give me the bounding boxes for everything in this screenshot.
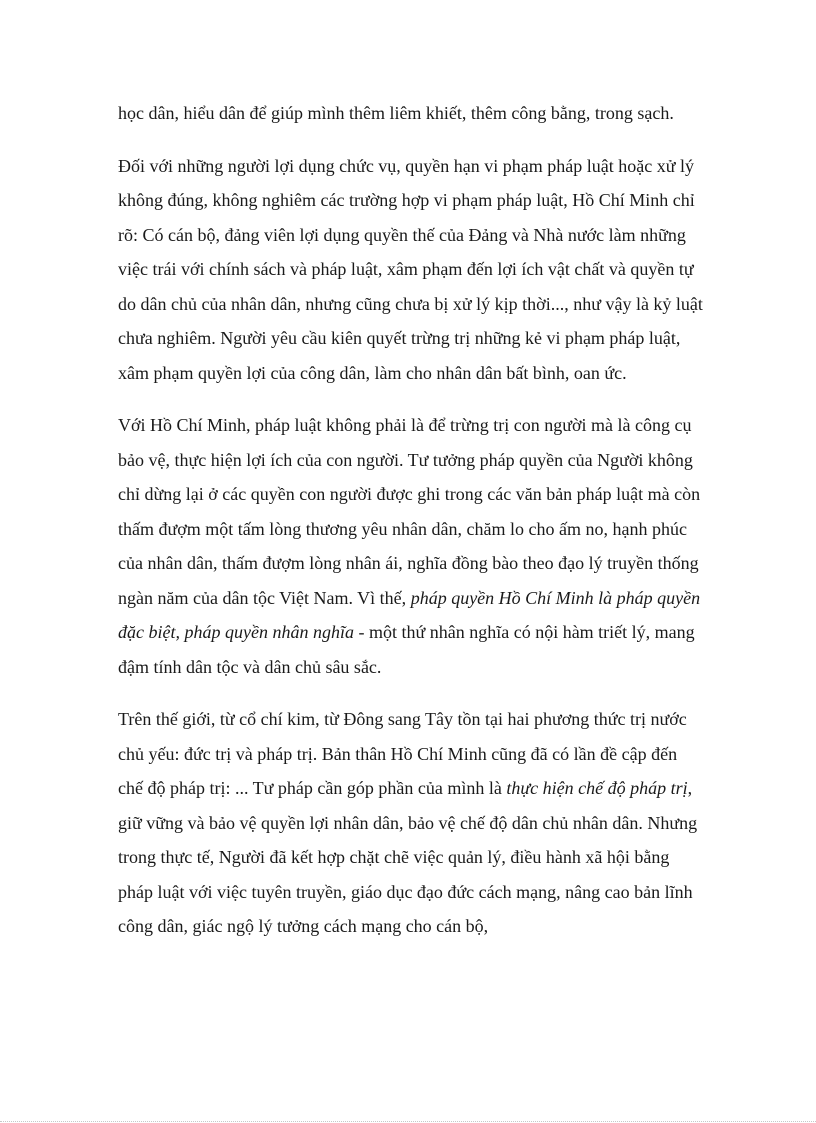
paragraph-1 bbox=[118, 96, 706, 131]
paragraph-4-text-a: Trên thế giới, từ cổ chí kim, từ Đông sang Tây tồn tại hai phương thức trị nước chủ yếu: đức trị và pháp trị. Bản thân Hồ Chí Minh cũng đã có lần đề cập đến chế độ pháp trị: ... Tư pháp cần góp phần của mình là bbox=[118, 709, 687, 798]
paragraph-3 bbox=[118, 408, 706, 684]
paragraph-3-text-a: Với Hồ Chí Minh, pháp luật không phải là để trừng trị con người mà là công cụ bảo vệ, thực hiện lợi ích của con người. Tư tưởng pháp quyền của Người không chỉ dừng lại ở các quyền con người được ghi trong các văn bản pháp luật mà còn thấm đượm một tấm lòng thương yêu nhân dân, chăm lo cho ấm no, hạnh phúc của nhân dân, thấm đượm lòng nhân ái, nghĩa đồng bào theo đạo lý truyền thống ngàn năm của dân tộc Việt Nam. Vì thế, bbox=[118, 415, 701, 608]
paragraph-2 bbox=[118, 149, 706, 391]
page-bottom-divider bbox=[0, 1121, 816, 1122]
body-text bbox=[118, 96, 706, 962]
paragraph-4-italic-phrase: thực hiện chế độ pháp trị bbox=[506, 778, 688, 798]
paragraph-3-text-b: - một thứ nhân nghĩa có nội hàm triết lý, mang đậm tính dân tộc và dân chủ sâu sắc. bbox=[118, 622, 695, 677]
paragraph-4 bbox=[118, 702, 706, 944]
paragraph-1-text: học dân, hiểu dân để giúp mình thêm liêm khiết, thêm công bằng, trong sạch. bbox=[118, 103, 674, 123]
paragraph-2-text: Đối với những người lợi dụng chức vụ, quyền hạn vi phạm pháp luật hoặc xử lý không đúng, không nghiêm các trường hợp vi phạm pháp luật, Hồ Chí Minh chỉ rõ: Có cán bộ, đảng viên lợi dụng quyền thế của Đảng và Nhà nước làm những việc trái với chính sách và pháp luật, xâm phạm đến lợi ích vật chất và quyền tự do dân chủ của nhân dân, nhưng cũng chưa bị xử lý kịp thời..., như vậy là kỷ luật chưa nghiêm. Người yêu cầu kiên quyết trừng trị những kẻ vi phạm pháp luật, xâm phạm quyền lợi của công dân, làm cho nhân dân bất bình, oan ức. bbox=[118, 155, 703, 383]
paragraph-3-italic-phrase: pháp quyền Hồ Chí Minh là pháp quyền đặc biệt, pháp quyền nhân nghĩa bbox=[118, 587, 701, 642]
paragraph-4-text-b: , giữ vững và bảo vệ quyền lợi nhân dân, bảo vệ chế độ dân chủ nhân dân. Nhưng trong thực tế, Người đã kết hợp chặt chẽ việc quản lý, điều hành xã hội bằng pháp luật với việc tuyên truyền, giáo dục đạo đức cách mạng, nâng cao bản lĩnh công dân, giác ngộ lý tưởng cách mạng cho cán bộ, bbox=[118, 778, 698, 936]
